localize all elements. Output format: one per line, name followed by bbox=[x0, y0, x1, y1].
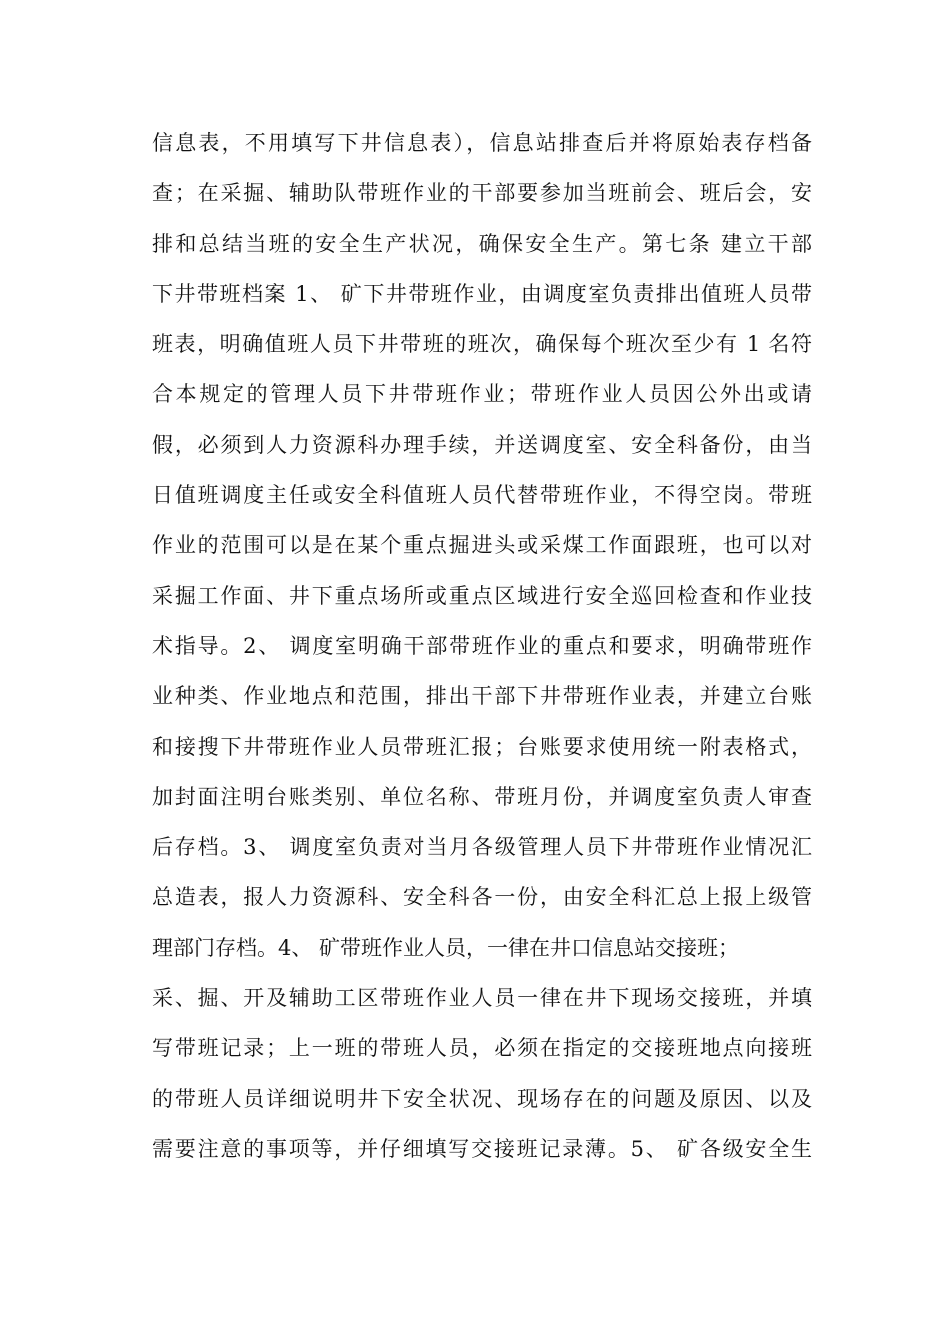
text-line: 合本规定的管理人员下井带班作业；带班作业人员因公外出或请 bbox=[152, 382, 812, 407]
text-line: 业种类、作业地点和范围，排出干部下井带班作业表，并建立台账 bbox=[152, 684, 812, 709]
text-line: 总造表，报人力资源科、安全科各一份，由安全科汇总上报上级管 bbox=[152, 885, 812, 910]
text-line: 需要注意的事项等，并仔细填写交接班记录薄。5、 矿各级安全生 bbox=[152, 1136, 812, 1161]
body-text bbox=[152, 118, 812, 1174]
text-line: 术指导。2、 调度室明确干部带班作业的重点和要求，明确带班作 bbox=[152, 633, 812, 658]
text-line: 日值班调度主任或安全科值班人员代替带班作业，不得空岗。带班 bbox=[152, 483, 812, 508]
text-line: 假，必须到人力资源科办理手续，并送调度室、安全科备份，由当 bbox=[152, 432, 812, 457]
text-line: 作业的范围可以是在某个重点掘进头或采煤工作面跟班，也可以对 bbox=[152, 533, 812, 558]
text-line: 采、掘、开及辅助工区带班作业人员一律在井下现场交接班，并填 bbox=[152, 986, 812, 1011]
text-line: 写带班记录；上一班的带班人员，必须在指定的交接班地点向接班 bbox=[152, 1036, 812, 1061]
text-line: 后存档。3、 调度室负责对当月各级管理人员下井带班作业情况汇 bbox=[152, 835, 812, 860]
text-line: 班表，明确值班人员下井带班的班次，确保每个班次至少有 1 名符 bbox=[152, 332, 812, 357]
text-line: 下井带班档案 1、 矿下井带班作业，由调度室负责排出值班人员带 bbox=[152, 281, 812, 306]
text-line: 查；在采掘、辅助队带班作业的干部要参加当班前会、班后会，安 bbox=[152, 181, 812, 206]
text-line: 的带班人员详细说明井下安全状况、现场存在的问题及原因、以及 bbox=[152, 1086, 812, 1111]
text-line: 排和总结当班的安全生产状况，确保安全生产。第七条 建立干部 bbox=[152, 231, 812, 256]
text-line: 理部门存档。4、 矿带班作业人员，一律在井口信息站交接班； bbox=[152, 935, 740, 960]
text-line: 采掘工作面、井下重点场所或重点区域进行安全巡回检查和作业技 bbox=[152, 583, 812, 608]
text-line: 和接搜下井带班作业人员带班汇报；台账要求使用统一附表格式， bbox=[152, 734, 812, 759]
text-line: 加封面注明台账类别、单位名称、带班月份，并调度室负责人审查 bbox=[152, 784, 812, 809]
text-line: 信息表，不用填写下井信息表），信息站排查后并将原始表存档备 bbox=[152, 131, 812, 155]
